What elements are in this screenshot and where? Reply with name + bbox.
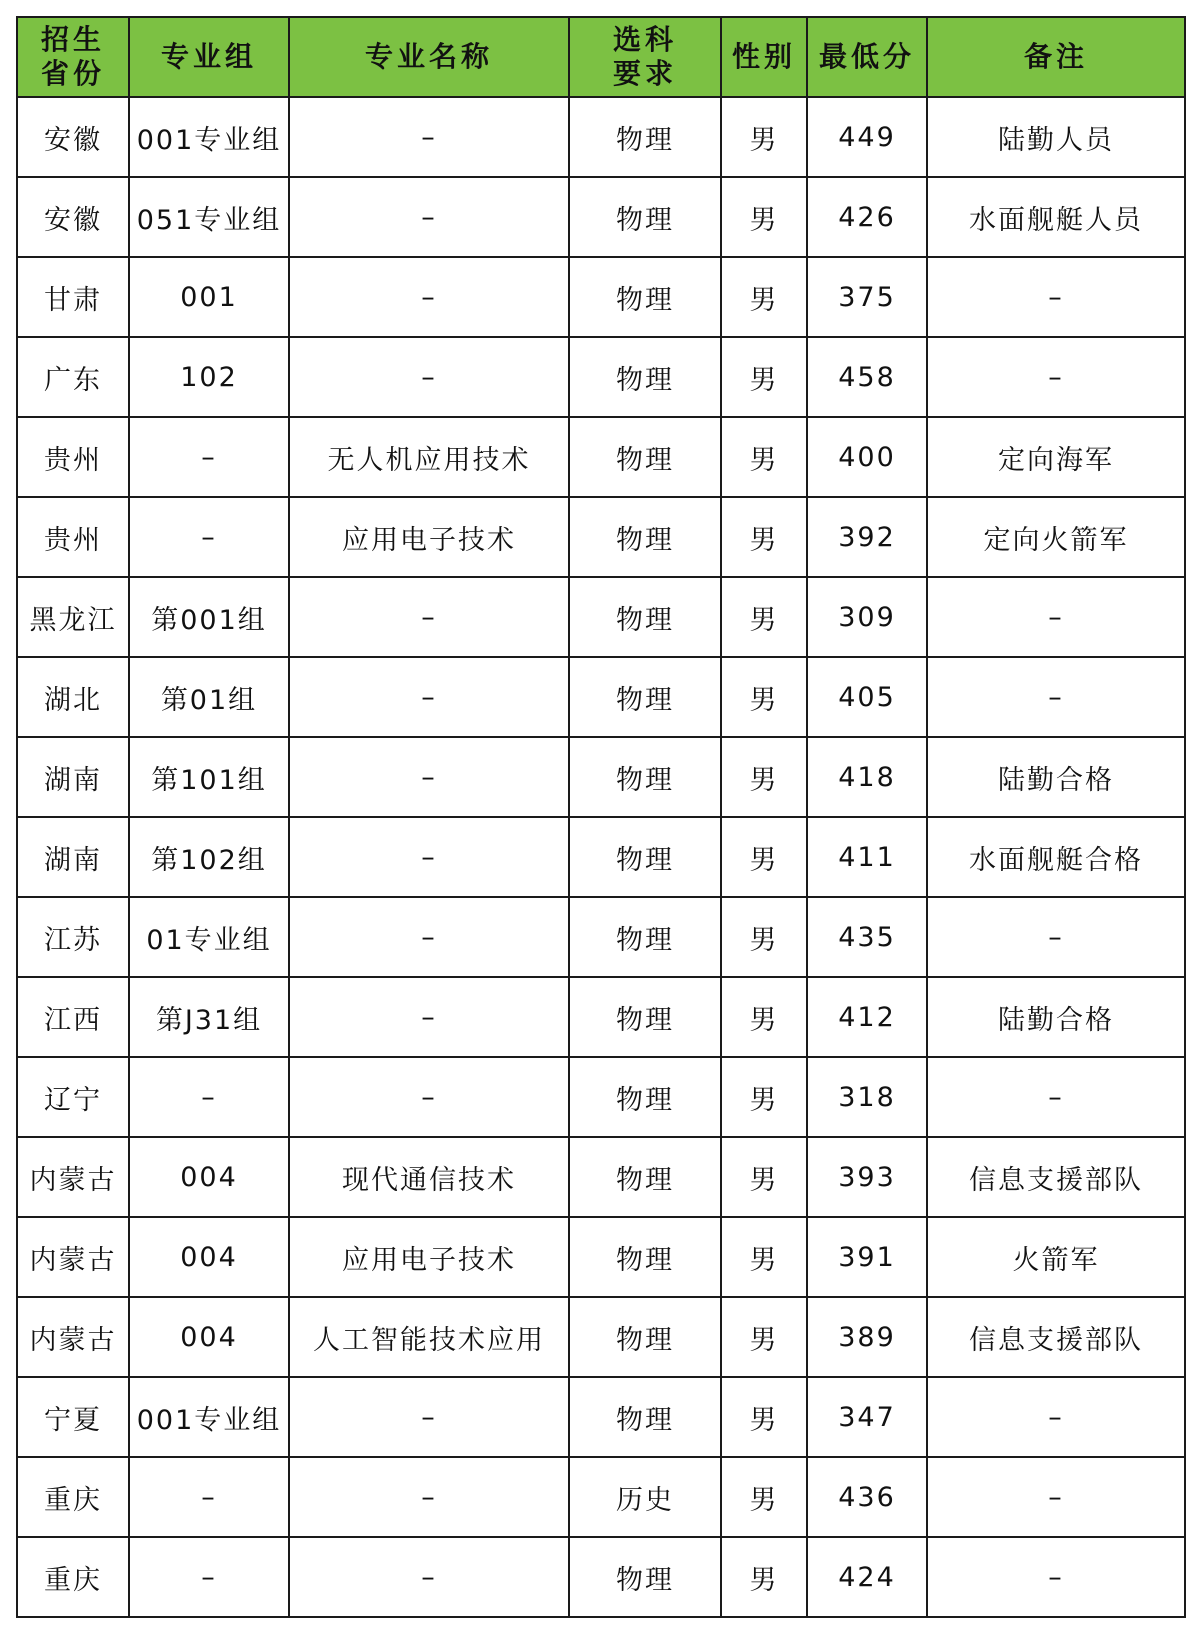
cell-province: 内蒙古 — [17, 1137, 129, 1217]
cell-major: – — [289, 97, 569, 177]
cell-province: 宁夏 — [17, 1377, 129, 1457]
cell-gender: 男 — [721, 497, 807, 577]
table-row — [17, 177, 1185, 257]
cell-gender: 男 — [721, 897, 807, 977]
cell-province: 安徽 — [17, 177, 129, 257]
cell-min-score: 375 — [807, 257, 927, 337]
cell-major: – — [289, 257, 569, 337]
cell-major: – — [289, 1457, 569, 1537]
cell-group: 第102组 — [129, 817, 289, 897]
cell-gender: 男 — [721, 1457, 807, 1537]
cell-major: 应用电子技术 — [289, 497, 569, 577]
cell-gender: 男 — [721, 1057, 807, 1137]
cell-note: – — [927, 1377, 1185, 1457]
cell-note: 陆勤人员 — [927, 97, 1185, 177]
cell-province: 贵州 — [17, 497, 129, 577]
table-row — [17, 897, 1185, 977]
cell-min-score: 424 — [807, 1537, 927, 1617]
cell-note: – — [927, 337, 1185, 417]
cell-note: 火箭军 — [927, 1217, 1185, 1297]
table-row — [17, 337, 1185, 417]
cell-major: – — [289, 977, 569, 1057]
cell-note: – — [927, 257, 1185, 337]
cell-gender: 男 — [721, 817, 807, 897]
cell-note: – — [927, 1537, 1185, 1617]
cell-group: 102 — [129, 337, 289, 417]
header-subject-line-2: 要求 — [612, 57, 677, 90]
cell-group: 001专业组 — [129, 97, 289, 177]
cell-subject: 历史 — [569, 1457, 721, 1537]
cell-province: 内蒙古 — [17, 1297, 129, 1377]
cell-group: – — [129, 1057, 289, 1137]
header-province — [17, 17, 129, 97]
cell-note: – — [927, 1057, 1185, 1137]
cell-note: – — [927, 657, 1185, 737]
cell-min-score: 318 — [807, 1057, 927, 1137]
header-subject-line-1: 选科 — [612, 23, 677, 56]
table-row — [17, 977, 1185, 1057]
cell-subject: 物理 — [569, 817, 721, 897]
table-row — [17, 1057, 1185, 1137]
cell-min-score: 405 — [807, 657, 927, 737]
header-row — [17, 17, 1185, 97]
cell-group: 004 — [129, 1137, 289, 1217]
cell-subject: 物理 — [569, 1537, 721, 1617]
cell-min-score: 389 — [807, 1297, 927, 1377]
cell-subject: 物理 — [569, 577, 721, 657]
cell-major: – — [289, 817, 569, 897]
cell-subject: 物理 — [569, 1137, 721, 1217]
cell-province: 江苏 — [17, 897, 129, 977]
cell-min-score: 435 — [807, 897, 927, 977]
cell-subject: 物理 — [569, 1217, 721, 1297]
cell-gender: 男 — [721, 257, 807, 337]
table-row — [17, 97, 1185, 177]
cell-note: 陆勤合格 — [927, 737, 1185, 817]
cell-min-score: 400 — [807, 417, 927, 497]
cell-major: 现代通信技术 — [289, 1137, 569, 1217]
cell-subject: 物理 — [569, 897, 721, 977]
cell-major: – — [289, 737, 569, 817]
cell-subject: 物理 — [569, 1297, 721, 1377]
cell-group: 004 — [129, 1217, 289, 1297]
cell-province: 内蒙古 — [17, 1217, 129, 1297]
cell-gender: 男 — [721, 337, 807, 417]
cell-min-score: 418 — [807, 737, 927, 817]
cell-min-score: 309 — [807, 577, 927, 657]
cell-note: 信息支援部队 — [927, 1137, 1185, 1217]
cell-subject: 物理 — [569, 177, 721, 257]
header-gender: 性别 — [721, 17, 807, 97]
cell-subject: 物理 — [569, 337, 721, 417]
cell-min-score: 411 — [807, 817, 927, 897]
cell-province: 重庆 — [17, 1537, 129, 1617]
cell-group: 004 — [129, 1297, 289, 1377]
header-province-line-2: 省份 — [40, 57, 105, 90]
cell-min-score: 393 — [807, 1137, 927, 1217]
cell-province: 湖南 — [17, 817, 129, 897]
table-body — [17, 97, 1185, 1617]
cell-gender: 男 — [721, 737, 807, 817]
cell-min-score: 449 — [807, 97, 927, 177]
cell-gender: 男 — [721, 417, 807, 497]
cell-min-score: 412 — [807, 977, 927, 1057]
cell-province: 贵州 — [17, 417, 129, 497]
cell-province: 湖北 — [17, 657, 129, 737]
cell-subject: 物理 — [569, 257, 721, 337]
cell-subject: 物理 — [569, 737, 721, 817]
cell-gender: 男 — [721, 657, 807, 737]
cell-subject: 物理 — [569, 97, 721, 177]
cell-group: 001 — [129, 257, 289, 337]
cell-major: – — [289, 657, 569, 737]
cell-major: 人工智能技术应用 — [289, 1297, 569, 1377]
cell-note: 水面舰艇人员 — [927, 177, 1185, 257]
cell-min-score: 426 — [807, 177, 927, 257]
cell-group: 第001组 — [129, 577, 289, 657]
cell-province: 辽宁 — [17, 1057, 129, 1137]
table-row — [17, 817, 1185, 897]
cell-province: 江西 — [17, 977, 129, 1057]
cell-subject: 物理 — [569, 657, 721, 737]
cell-major: – — [289, 1377, 569, 1457]
table-row — [17, 497, 1185, 577]
cell-major: – — [289, 577, 569, 657]
cell-gender: 男 — [721, 1137, 807, 1217]
cell-group: 第101组 — [129, 737, 289, 817]
cell-major: – — [289, 337, 569, 417]
cell-gender: 男 — [721, 177, 807, 257]
table-row — [17, 577, 1185, 657]
cell-gender: 男 — [721, 1377, 807, 1457]
cell-major: 应用电子技术 — [289, 1217, 569, 1297]
cell-province: 重庆 — [17, 1457, 129, 1537]
cell-group: 第J31组 — [129, 977, 289, 1057]
cell-group: 01专业组 — [129, 897, 289, 977]
cell-group: – — [129, 417, 289, 497]
table-row — [17, 417, 1185, 497]
cell-province: 安徽 — [17, 97, 129, 177]
cell-min-score: 458 — [807, 337, 927, 417]
cell-major: – — [289, 177, 569, 257]
header-group: 专业组 — [129, 17, 289, 97]
header-province-line-1: 招生 — [40, 23, 105, 56]
cell-min-score: 392 — [807, 497, 927, 577]
table-row — [17, 1377, 1185, 1457]
cell-note: 定向海军 — [927, 417, 1185, 497]
cell-major: – — [289, 897, 569, 977]
cell-gender: 男 — [721, 97, 807, 177]
cell-major: 无人机应用技术 — [289, 417, 569, 497]
cell-group: – — [129, 1457, 289, 1537]
cell-province: 湖南 — [17, 737, 129, 817]
cell-gender: 男 — [721, 977, 807, 1057]
admission-score-table — [16, 16, 1186, 1618]
cell-note: – — [927, 577, 1185, 657]
header-min-score: 最低分 — [807, 17, 927, 97]
header-major: 专业名称 — [289, 17, 569, 97]
cell-note: – — [927, 1457, 1185, 1537]
cell-group: 051专业组 — [129, 177, 289, 257]
table-row — [17, 657, 1185, 737]
cell-note: – — [927, 897, 1185, 977]
table-row — [17, 1217, 1185, 1297]
cell-province: 甘肃 — [17, 257, 129, 337]
cell-note: 信息支援部队 — [927, 1297, 1185, 1377]
table-row — [17, 1297, 1185, 1377]
cell-subject: 物理 — [569, 497, 721, 577]
cell-gender: 男 — [721, 577, 807, 657]
cell-subject: 物理 — [569, 1377, 721, 1457]
cell-subject: 物理 — [569, 1057, 721, 1137]
cell-note: 水面舰艇合格 — [927, 817, 1185, 897]
cell-group: 第01组 — [129, 657, 289, 737]
cell-group: – — [129, 1537, 289, 1617]
cell-gender: 男 — [721, 1537, 807, 1617]
cell-min-score: 436 — [807, 1457, 927, 1537]
table-row — [17, 1137, 1185, 1217]
cell-group: – — [129, 497, 289, 577]
cell-major: – — [289, 1057, 569, 1137]
header-note: 备注 — [927, 17, 1185, 97]
cell-min-score: 391 — [807, 1217, 927, 1297]
cell-min-score: 347 — [807, 1377, 927, 1457]
cell-gender: 男 — [721, 1297, 807, 1377]
cell-note: 陆勤合格 — [927, 977, 1185, 1057]
cell-gender: 男 — [721, 1217, 807, 1297]
cell-group: 001专业组 — [129, 1377, 289, 1457]
cell-province: 黑龙江 — [17, 577, 129, 657]
cell-subject: 物理 — [569, 417, 721, 497]
cell-province: 广东 — [17, 337, 129, 417]
header-subject — [569, 17, 721, 97]
table-row — [17, 1537, 1185, 1617]
cell-major: – — [289, 1537, 569, 1617]
table-row — [17, 257, 1185, 337]
table-row — [17, 1457, 1185, 1537]
cell-note: 定向火箭军 — [927, 497, 1185, 577]
cell-subject: 物理 — [569, 977, 721, 1057]
table-row — [17, 737, 1185, 817]
